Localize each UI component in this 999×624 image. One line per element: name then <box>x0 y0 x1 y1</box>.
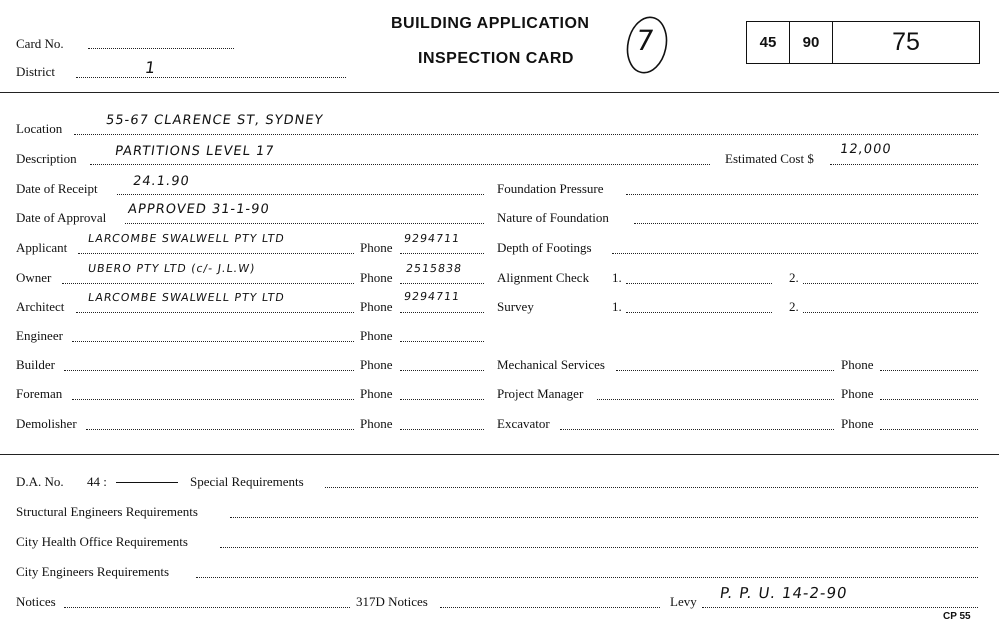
foreman-phone-field[interactable] <box>400 399 484 400</box>
da-no-value: 44 : <box>87 474 107 489</box>
notices-317d-label: 317D Notices <box>356 594 428 609</box>
description-field[interactable] <box>90 164 710 165</box>
location-value: 55-67 CLARENCE ST, SYDNEY <box>104 113 325 128</box>
applicant-phone-label: Phone <box>360 240 393 255</box>
owner-phone-label: Phone <box>360 270 393 285</box>
notices-317d-field[interactable] <box>440 607 660 608</box>
levy-value: P. P. U. 14-2-90 <box>718 584 849 602</box>
architect-phone-label: Phone <box>360 299 393 314</box>
date-of-approval-label: Date of Approval <box>16 210 107 225</box>
project-manager-label: Project Manager <box>497 386 584 401</box>
builder-phone-field[interactable] <box>400 370 484 371</box>
alignment-check-field-1[interactable] <box>626 283 772 284</box>
special-requirements-label: Special Requirements <box>190 474 304 489</box>
engineer-phone-label: Phone <box>360 328 393 343</box>
owner-field[interactable] <box>62 283 354 284</box>
survey-num-2: 2. <box>789 299 799 314</box>
excavator-phone-field[interactable] <box>880 429 978 430</box>
project-manager-phone-field[interactable] <box>880 399 978 400</box>
excavator-label: Excavator <box>497 416 550 431</box>
description-label: Description <box>16 151 77 166</box>
demolisher-field[interactable] <box>86 429 354 430</box>
engineer-phone-field[interactable] <box>400 341 484 342</box>
structural-engineers-label: Structural Engineers Requirements <box>16 504 198 519</box>
title-line2: INSPECTION CARD <box>418 50 574 67</box>
builder-label: Builder <box>16 357 55 372</box>
foundation-pressure-field[interactable] <box>626 194 978 195</box>
architect-value: LARCOMBE SWALWELL PTY LTD <box>87 291 286 304</box>
card-no-label: Card No. <box>16 36 64 51</box>
demolisher-phone-field[interactable] <box>400 429 484 430</box>
notices-field[interactable] <box>64 607 350 608</box>
survey-field-1[interactable] <box>626 312 772 313</box>
mechanical-phone-label: Phone <box>841 357 874 372</box>
city-health-label: City Health Office Requirements <box>16 534 188 549</box>
applicant-field[interactable] <box>78 253 354 254</box>
owner-phone-field[interactable] <box>400 283 484 284</box>
box-cell-1: 45 <box>747 22 790 63</box>
applicant-phone-value: 9294711 <box>403 232 461 245</box>
structural-engineers-field[interactable] <box>230 517 978 518</box>
demolisher-phone-label: Phone <box>360 416 393 431</box>
box-cell-3: 75 <box>892 28 920 56</box>
levy-field[interactable] <box>702 607 978 608</box>
district-label: District <box>16 64 55 79</box>
form-code: CP 55 <box>943 611 971 622</box>
project-manager-field[interactable] <box>597 399 834 400</box>
project-manager-phone-label: Phone <box>841 386 874 401</box>
estimated-cost-label: Estimated Cost $ <box>725 151 814 166</box>
architect-label: Architect <box>16 299 65 314</box>
district-field[interactable] <box>76 77 346 78</box>
engineer-label: Engineer <box>16 328 63 343</box>
mechanical-services-field[interactable] <box>616 370 834 371</box>
excavator-phone-label: Phone <box>841 416 874 431</box>
foreman-field[interactable] <box>72 399 354 400</box>
special-requirements-field[interactable] <box>325 487 978 488</box>
applicant-label: Applicant <box>16 240 68 255</box>
box-cell-2: 90 <box>790 22 833 63</box>
foreman-label: Foreman <box>16 386 63 401</box>
foreman-phone-label: Phone <box>360 386 393 401</box>
engineer-field[interactable] <box>72 341 354 342</box>
owner-phone-value: 2515838 <box>405 262 463 275</box>
owner-value: UBERO PTY LTD (c/- J.L.W) <box>87 262 257 275</box>
city-health-field[interactable] <box>220 547 978 548</box>
location-label: Location <box>16 121 63 136</box>
date-of-receipt-field[interactable] <box>117 194 484 195</box>
architect-phone-value: 9294711 <box>403 290 461 303</box>
survey-label: Survey <box>497 299 534 314</box>
mechanical-phone-field[interactable] <box>880 370 978 371</box>
architect-field[interactable] <box>76 312 354 313</box>
description-value: PARTITIONS LEVEL 17 <box>113 144 276 159</box>
estimated-cost-field[interactable] <box>830 164 978 165</box>
city-engineers-label: City Engineers Requirements <box>16 564 170 579</box>
title-line1: BUILDING APPLICATION <box>391 15 590 32</box>
foundation-pressure-label: Foundation Pressure <box>497 181 604 196</box>
card-no-field[interactable] <box>88 48 234 49</box>
owner-label: Owner <box>16 270 52 285</box>
applicant-value: LARCOMBE SWALWELL PTY LTD <box>87 232 286 245</box>
survey-num-1: 1. <box>612 299 622 314</box>
builder-phone-label: Phone <box>360 357 393 372</box>
date-of-approval-value: APPROVED 31-1-90 <box>126 202 271 217</box>
alignment-num-1: 1. <box>612 270 622 285</box>
survey-field-2[interactable] <box>803 312 978 313</box>
circled-mark: 7 <box>633 24 658 57</box>
excavator-field[interactable] <box>560 429 834 430</box>
levy-label: Levy <box>670 594 697 609</box>
date-of-receipt-label: Date of Receipt <box>16 181 98 196</box>
alignment-num-2: 2. <box>789 270 799 285</box>
mechanical-services-label: Mechanical Services <box>497 357 605 372</box>
nature-of-foundation-label: Nature of Foundation <box>497 210 609 225</box>
alignment-check-label: Alignment Check <box>497 270 590 285</box>
notices-label: Notices <box>16 594 56 609</box>
footer-divider <box>0 454 999 455</box>
card-number-box <box>746 21 980 64</box>
district-value: 1 <box>143 58 158 77</box>
builder-field[interactable] <box>64 370 354 371</box>
estimated-cost-value: 12,000 <box>838 142 893 157</box>
location-field[interactable] <box>74 134 978 135</box>
date-of-receipt-value: 24.1.90 <box>131 174 191 189</box>
city-engineers-field[interactable] <box>196 577 978 578</box>
date-of-approval-field[interactable] <box>125 223 484 224</box>
applicant-phone-field[interactable] <box>400 253 484 254</box>
depth-of-footings-label: Depth of Footings <box>497 240 592 255</box>
alignment-check-field-2[interactable] <box>803 283 978 284</box>
header-divider <box>0 92 999 93</box>
da-no-label: D.A. No. <box>16 474 64 489</box>
architect-phone-field[interactable] <box>400 312 484 313</box>
da-no-dash <box>116 482 178 483</box>
depth-of-footings-field[interactable] <box>612 253 978 254</box>
demolisher-label: Demolisher <box>16 416 77 431</box>
nature-of-foundation-field[interactable] <box>634 223 978 224</box>
